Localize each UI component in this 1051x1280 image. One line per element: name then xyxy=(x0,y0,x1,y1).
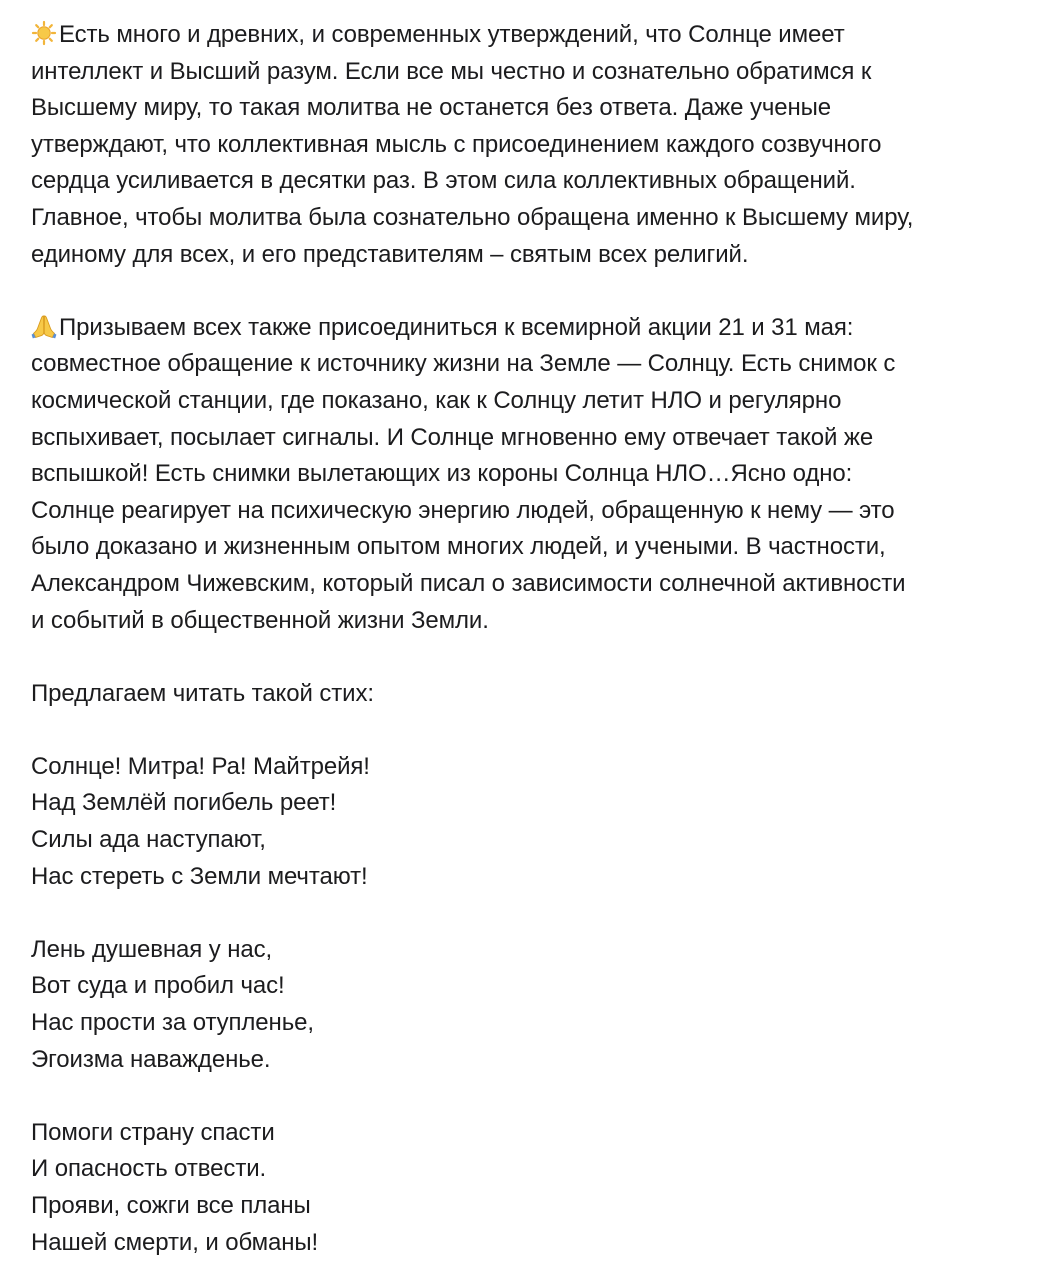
poem-line: Лень душевная у нас, xyxy=(31,935,273,963)
poem-line: И опасность отвести. xyxy=(31,1155,267,1183)
text-line: сердца усиливается в десятки раз. В этом сила коллективных обращений. xyxy=(31,167,856,195)
poem-line: Прояви, сожги все планы xyxy=(31,1192,311,1219)
text-line: Есть много и древних, и современных утверждений, что Солнце имеет xyxy=(31,17,1031,54)
text-line: единому для всех, и его представителям – святым всех религий. xyxy=(31,240,749,268)
text-line: вспыхивает, посылает сигналы. И Солнце мгновенно ему отвечает такой же xyxy=(31,423,874,451)
folded-hands-emoji-icon xyxy=(31,313,57,339)
poem-stanza-2 xyxy=(31,932,1031,1078)
poem-line: Вот суда и пробил час! xyxy=(31,972,285,1000)
message-text xyxy=(31,17,1031,1261)
poem-line: Нашей смерти, и обманы! xyxy=(31,1228,319,1256)
poem-line: Помоги страну спасти xyxy=(31,1118,275,1146)
text-line: Солнце реагирует на психическую энергию людей, обращенную к нему — это xyxy=(31,496,895,524)
poem-stanza-3 xyxy=(31,1115,1031,1261)
poem-intro xyxy=(31,676,1031,713)
poem-line: Солнце! Митра! Ра! Майтрейя! xyxy=(31,752,370,780)
text-line: вспышкой! Есть снимки вылетающих из короны Солнца НЛО…Ясно одно: xyxy=(31,460,853,488)
paragraph-2 xyxy=(31,310,1031,639)
text-line: Предлагаем читать такой стих: xyxy=(31,679,374,707)
text-line: и событий в общественной жизни Земли. xyxy=(31,606,489,634)
poem-line: Нас прости за отупленье, xyxy=(31,1009,314,1037)
text-line: интеллект и Высший разум. Если все мы честно и сознательно обратимся к xyxy=(31,57,872,85)
text-line: Призываем всех также присоединиться к всемирной акции 21 и 31 мая: xyxy=(31,310,1031,347)
sun-emoji-icon xyxy=(31,20,57,46)
text-line: космической станции, где показано, как к Солнцу летит НЛО и регулярно xyxy=(31,386,842,414)
poem-line: Над Землёй погибель реет! xyxy=(31,789,337,817)
poem-line: Эгоизма наважденье. xyxy=(31,1045,271,1073)
poem-line: Силы ада наступают, xyxy=(31,826,266,854)
text-line: Александром Чижевским, который писал о зависимости солнечной активности xyxy=(31,569,906,597)
poem-stanza-1 xyxy=(31,749,1031,895)
text-line: Высшему миру, то такая молитва не останется без ответа. Даже ученые xyxy=(31,94,832,122)
text-line: Главное, чтобы молитва была сознательно обращена именно к Высшему миру, xyxy=(31,203,914,231)
text-line: было доказано и жизненным опытом многих людей, и учеными. В частности, xyxy=(31,533,886,561)
paragraph-1 xyxy=(31,17,1031,273)
text-line: совместное обращение к источнику жизни на Земле — Солнцу. Есть снимок с xyxy=(31,350,896,378)
poem-line: Нас стереть с Земли мечтают! xyxy=(31,862,368,890)
text-line: утверждают, что коллективная мысль с присоединением каждого созвучного xyxy=(31,130,882,158)
